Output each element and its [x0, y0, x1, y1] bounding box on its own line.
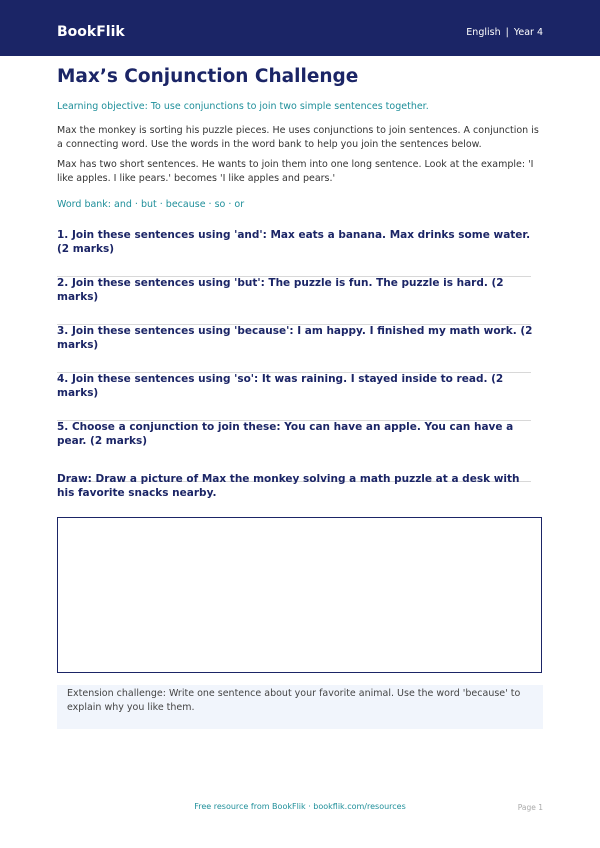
- word-bank: Word bank: and · but · because · so · or: [57, 199, 245, 210]
- header-bar: [0, 0, 600, 56]
- footer-text[interactable]: Free resource from BookFlik · bookflik.com/resources: [194, 802, 406, 811]
- brand-logo-text[interactable]: BookFlik: [57, 24, 125, 40]
- page-number: Page 1: [517, 803, 543, 812]
- question-1: 1. Join these sentences using 'and': Max eats a banana. Max drinks some water. (2 marks): [57, 229, 531, 255]
- intro-paragraph-2: Max has two short sentences. He wants to join them into one long sentence. Look at the example: 'I like apples. I like pears.' becomes 'I like apples and pears.': [57, 159, 534, 184]
- draw-prompt: Draw: Draw a picture of Max the monkey solving a math puzzle at a desk with his favorite snacks nearby.: [57, 473, 520, 499]
- question-3: 3. Join these sentences using 'because': I am happy. I finished my math work. (2 marks): [57, 325, 533, 351]
- question-2: 2. Join these sentences using 'but': The puzzle is fun. The puzzle is hard. (2 marks): [57, 277, 504, 303]
- question-5: 5. Choose a conjunction to join these: You can have an apple. You can have a pear. (2 marks): [57, 421, 514, 447]
- header-meta: [466, 27, 543, 39]
- intro-paragraph-1: Max the monkey is sorting his puzzle pieces. He uses conjunctions to join sentences. A conjunction is a connecting word. Use the words in the word bank to help you join the sentences below.: [57, 125, 539, 150]
- subject-label: English: [466, 27, 501, 38]
- extension-challenge-box: [57, 685, 543, 729]
- year-label: Year 4: [513, 27, 543, 38]
- extension-text: Extension challenge: Write one sentence about your favorite animal. Use the word 'because' to explain why you like them.: [67, 688, 521, 713]
- drawing-box[interactable]: [57, 517, 542, 673]
- learning-objective: Learning objective: To use conjunctions to join two simple sentences together.: [57, 101, 429, 112]
- page-title: Max’s Conjunction Challenge: [57, 66, 359, 87]
- question-4: 4. Join these sentences using 'so': It was raining. I stayed inside to read. (2 marks): [57, 373, 504, 399]
- header-separator: |: [505, 27, 509, 38]
